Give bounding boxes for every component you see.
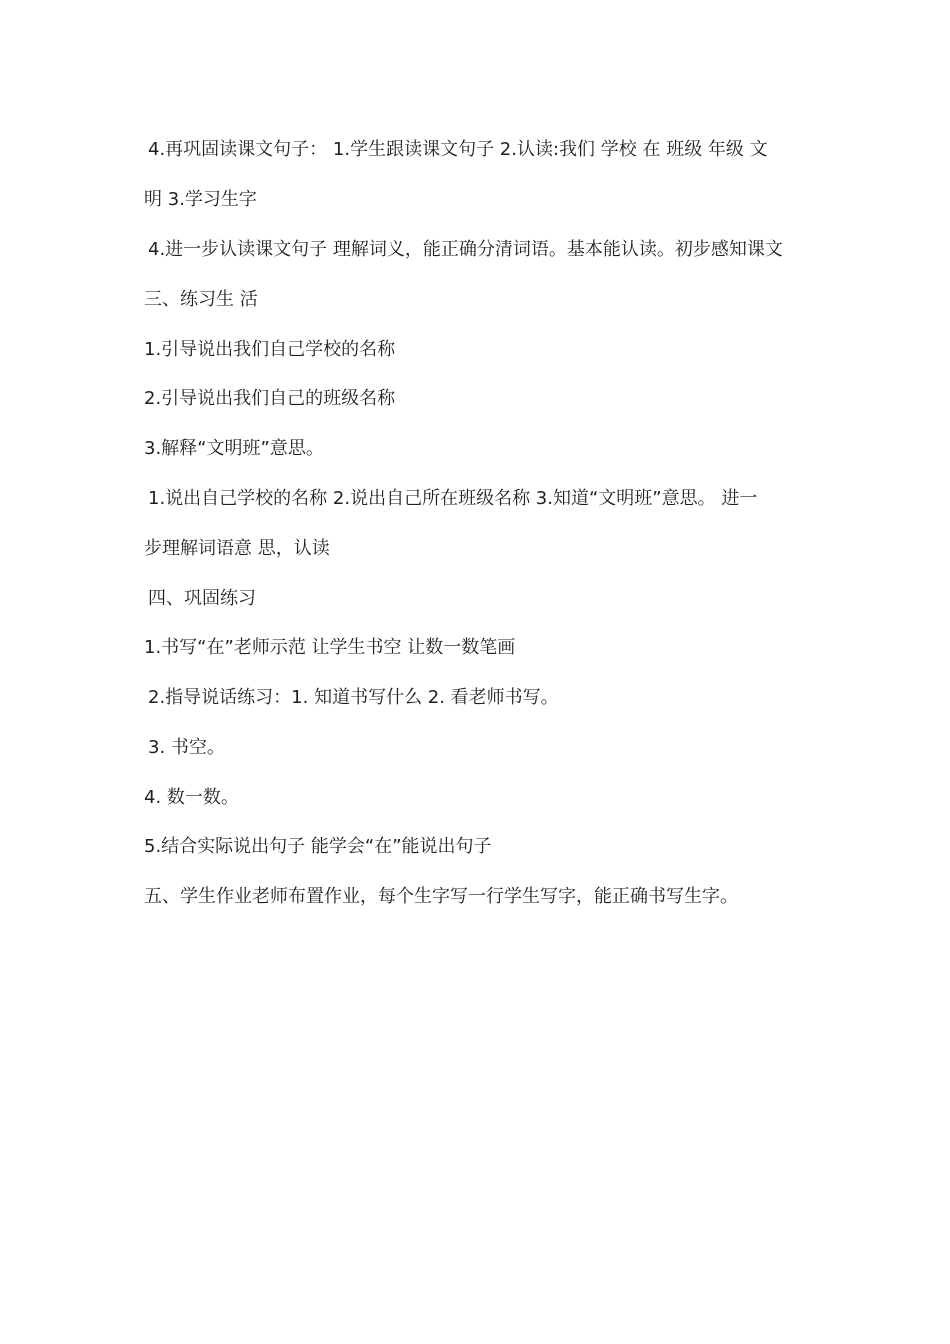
- text-line-objectives-continued: 步理解词语意 思，认读: [144, 538, 330, 559]
- text-line-school-name: 1.引导说出我们自己学校的名称: [144, 339, 396, 360]
- text-line-speaking-practice: 2.指导说话练习：1. 知道书写什么 2. 看老师书写。: [148, 687, 559, 708]
- text-line-air-writing: 3. 书空。: [148, 737, 225, 758]
- section-heading-homework: 五、学生作业老师布置作业，每个生字写一行学生写字，能正确书写生字。: [144, 886, 738, 907]
- text-line-make-sentences: 5.结合实际说出句子 能学会“在”能说出句子: [144, 836, 492, 857]
- text-line-class-name: 2.引导说出我们自己的班级名称: [144, 388, 396, 409]
- section-heading-practice-life: 三、练习生 活: [144, 289, 258, 310]
- text-line-writing-demo: 1.书写“在”老师示范 让学生书空 让数一数笔画: [144, 637, 516, 658]
- text-line-consolidate-reading: 4.再巩固读课文句子： 1.学生跟读课文句子 2.认读:我们 学校 在 班级 年级 文: [148, 139, 768, 160]
- text-line-explain-civilized-class: 3.解释“文明班”意思。: [144, 438, 324, 459]
- text-line-count-strokes: 4. 数一数。: [144, 787, 239, 808]
- section-heading-consolidation: 四、巩固练习: [148, 588, 256, 609]
- text-line-further-reading: 4.进一步认读课文句子 理解词义，能正确分清词语。基本能认读。初步感知课文: [148, 239, 783, 260]
- text-line-objectives: 1.说出自己学校的名称 2.说出自己所在班级名称 3.知道“文明班”意思。 进一: [148, 488, 758, 509]
- text-line-learn-characters: 明 3.学习生字: [144, 189, 257, 210]
